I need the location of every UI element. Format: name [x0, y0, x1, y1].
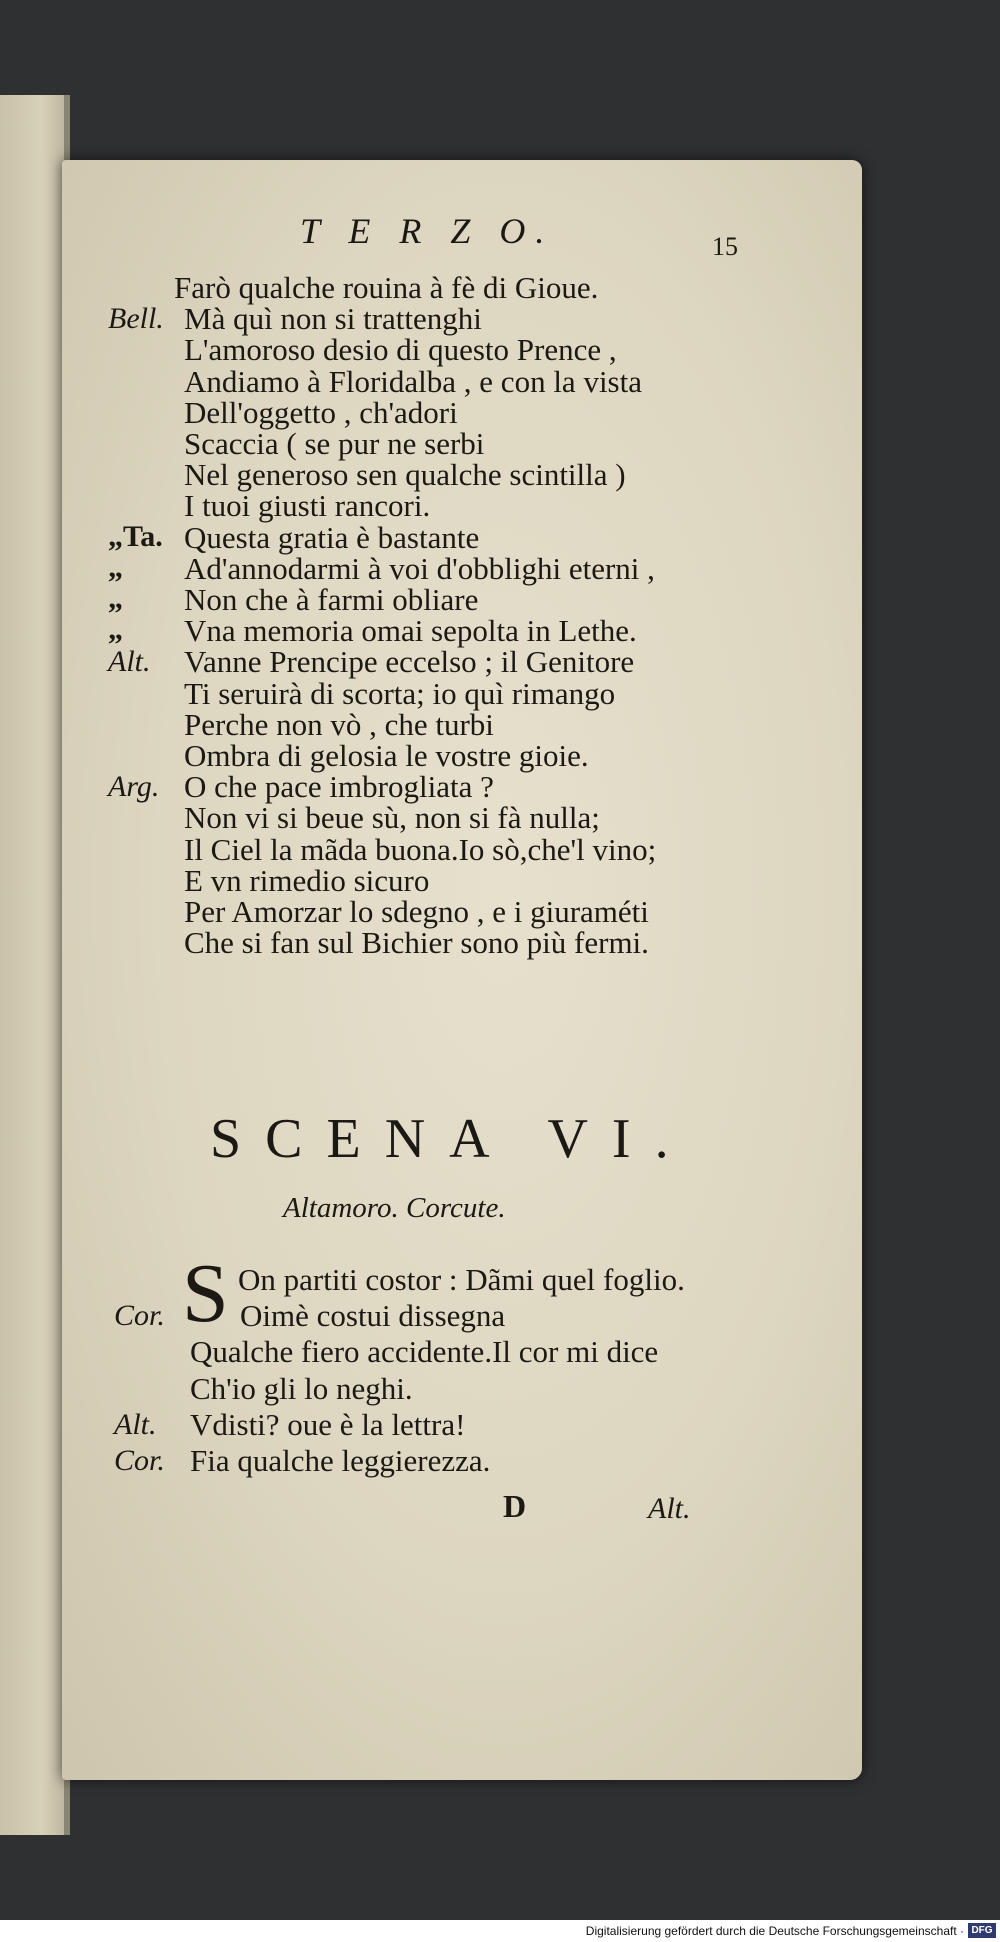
- speaker-label: Bell.: [108, 302, 164, 336]
- verse-line: Vdisti? oue è la lettra!: [190, 1406, 466, 1442]
- speaker-label: Cor.: [114, 1444, 165, 1477]
- verse-line: Ad'annodarmi à voi d'obblighi eterni ,: [184, 550, 655, 586]
- speaker-label: „: [108, 613, 123, 647]
- verse-line: Per Amorzar lo sdegno , e i giuraméti: [184, 894, 649, 929]
- verse-line: Che si fan sul Bichier sono più fermi.: [184, 925, 649, 961]
- verse-line: Andiamo à Floridalba , e con la vista: [184, 363, 642, 399]
- catchword: Alt.: [648, 1492, 691, 1525]
- verse-line: Ti seruirà di scorta; io quì rimango: [184, 675, 616, 711]
- speaker-label: Arg.: [108, 770, 160, 804]
- drop-capital: S: [182, 1247, 229, 1340]
- speaker-label: „: [108, 550, 123, 584]
- verse-line: Vanne Prencipe eccelso ; il Genitore: [184, 644, 635, 680]
- verse-line: Ombra di gelosia le vostre gioie.: [184, 738, 589, 773]
- book-page: [62, 160, 862, 1780]
- verse-line: Mà quì non si trattenghi: [184, 301, 482, 337]
- verse-line: Perche non vò , che turbi: [184, 706, 494, 742]
- verse-line: On partiti costor : Dãmi quel foglio.: [238, 1262, 685, 1297]
- speaker-label: Cor.: [114, 1299, 165, 1333]
- speaker-label: Alt.: [114, 1407, 157, 1441]
- speaker-label: Alt.: [108, 645, 151, 679]
- verse-line: Nel generoso sen qualche scintilla ): [184, 457, 626, 493]
- verse-line: E vn rimedio sicuro: [184, 862, 430, 898]
- verse-line: Questa gratia è bastante: [184, 519, 480, 555]
- dfg-logo: DFG: [968, 1923, 996, 1938]
- verse-line: Non che à farmi obliare: [184, 582, 479, 617]
- verse-line: Il Ciel la mãda buona.Io sò,che'l vino;: [184, 831, 657, 867]
- verse-line: Fia qualche leggierezza.: [190, 1443, 491, 1478]
- adjacent-page-edge: [0, 95, 70, 1835]
- footer-credit: Digitalisierung gefördert durch die Deutsche Forschungsgemeinschaft ·: [585, 1924, 964, 1938]
- digitization-footer: [0, 1920, 1000, 1942]
- verse-line: Dell'oggetto , ch'adori: [184, 394, 458, 430]
- verse-line: Scaccia ( se pur ne serbi: [184, 426, 485, 461]
- speaker-label: „Ta.: [108, 519, 163, 553]
- verse-line: Farò qualche rouina à fè di Gioue.: [174, 270, 599, 305]
- scene-title: SCENA VI.: [210, 1108, 693, 1170]
- running-head: T E R Z O.: [300, 211, 555, 251]
- verse-line: Qualche fiero accidente.Il cor mi dice: [190, 1334, 659, 1370]
- speaker-label: „: [108, 582, 123, 615]
- verse-line: Non vi si beue sù, non si fà nulla;: [184, 800, 600, 836]
- verse-line: Ch'io gli lo neghi.: [190, 1370, 413, 1406]
- signature-mark: D: [503, 1488, 527, 1524]
- verse-line: I tuoi giusti rancori.: [184, 488, 431, 524]
- scene-characters: Altamoro. Corcute.: [283, 1192, 506, 1224]
- verse-line: Oimè costui dissegna: [240, 1298, 506, 1334]
- verse-line: O che pace imbrogliata ?: [184, 769, 494, 805]
- verse-line: L'amoroso desio di questo Prence ,: [184, 332, 617, 368]
- verse-line: Vna memoria omai sepolta in Lethe.: [184, 613, 637, 649]
- page-number: 15: [712, 232, 738, 261]
